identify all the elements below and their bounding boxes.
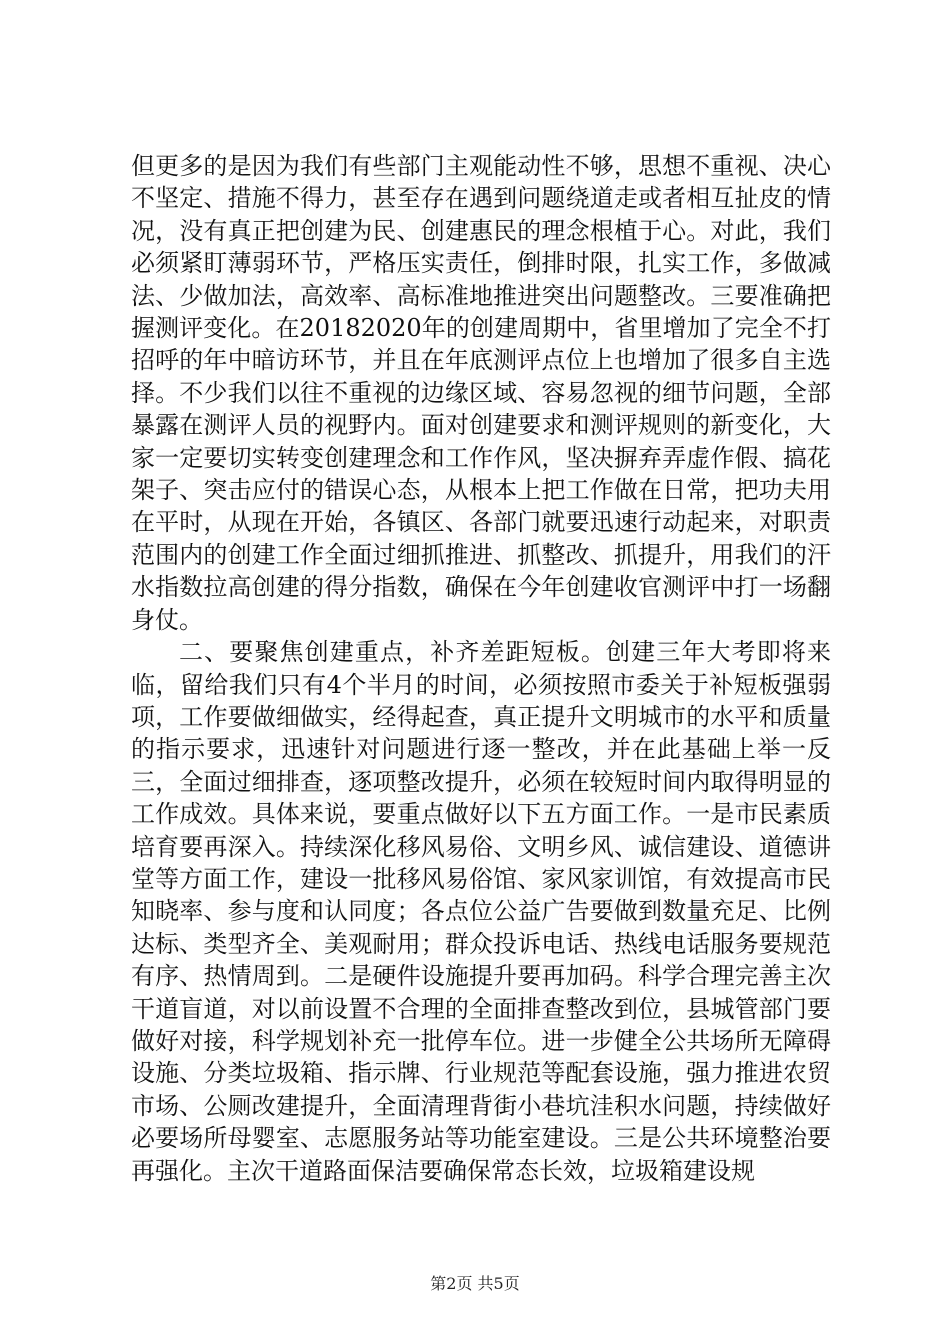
document-body [131, 150, 831, 1187]
paragraph-1: 但更多的是因为我们有些部门主观能动性不够，思想不重视、决心不坚定、措施不得力，甚至存在遇到问题绕道走或者相互扯皮的情况，没有真正把创建为民、创建惠民的理念根植于心。对此，我们必须紧盯薄弱环节，严格压实责任，倒排时限，扎实工作，多做减法、少做加法，高效率、高标准地推进突出问题整改。三要准确把握测评变化。在20182020年的创建周期中，省里增加了完全不打招呼的年中暗访环节，并且在年底测评点位上也增加了很多自主选择。不少我们以往不重视的边缘区域、容易忽视的细节问题，全部暴露在测评人员的视野内。面对创建要求和测评规则的新变化，大家一定要切实转变创建理念和工作作风，坚决摒弃弄虚作假、搞花架子、突击应付的错误心态，从根本上把工作做在日常，把功夫用在平时，从现在开始，各镇区、各部门就要迅速行动起来，对职责范围内的创建工作全面过细抓推进、抓整改、抓提升，用我们的汗水指数拉高创建的得分指数，确保在今年创建收官测评中打一场翻身仗。 [131, 152, 831, 634]
paragraph-2: 二、要聚焦创建重点，补齐差距短板。创建三年大考即将来临，留给我们只有4个半月的时间，必须按照市委关于补短板强弱项，工作要做细做实，经得起查，真正提升文明城市的水平和质量的指示要求，迅速针对问题进行逐一整改，并在此基础上举一反三，全面过细排查，逐项整改提升，必须在较短时间内取得明显的工作成效。具体来说，要重点做好以下五方面工作。一是市民素质培育要再深入。持续深化移风易俗、文明乡风、诚信建设、道德讲堂等方面工作，建设一批移风易俗馆、家风家训馆，有效提高市民知晓率、参与度和认同度；各点位公益广告要做到数量充足、比例达标、类型齐全、美观耐用；群众投诉电话、热线电话服务要规范有序、热情周到。二是硬件设施提升要再加码。科学合理完善主次干道盲道，对以前设置不合理的全面排查整改到位，县城管部门要做好对接，科学规划补充一批停车位。进一步健全公共场所无障碍设施、分类垃圾箱、指示牌、行业规范等配套设施，强力推进农贸市场、公厕改建提升，全面清理背街小巷坑洼积水问题，持续做好必要场所母婴室、志愿服务站等功能室建设。三是公共环境整治要再强化。主次干道路面保洁要确保常态长效，垃圾箱建设规 [131, 638, 831, 1185]
page-number-footer: 第2页 共5页 [430, 1274, 520, 1293]
